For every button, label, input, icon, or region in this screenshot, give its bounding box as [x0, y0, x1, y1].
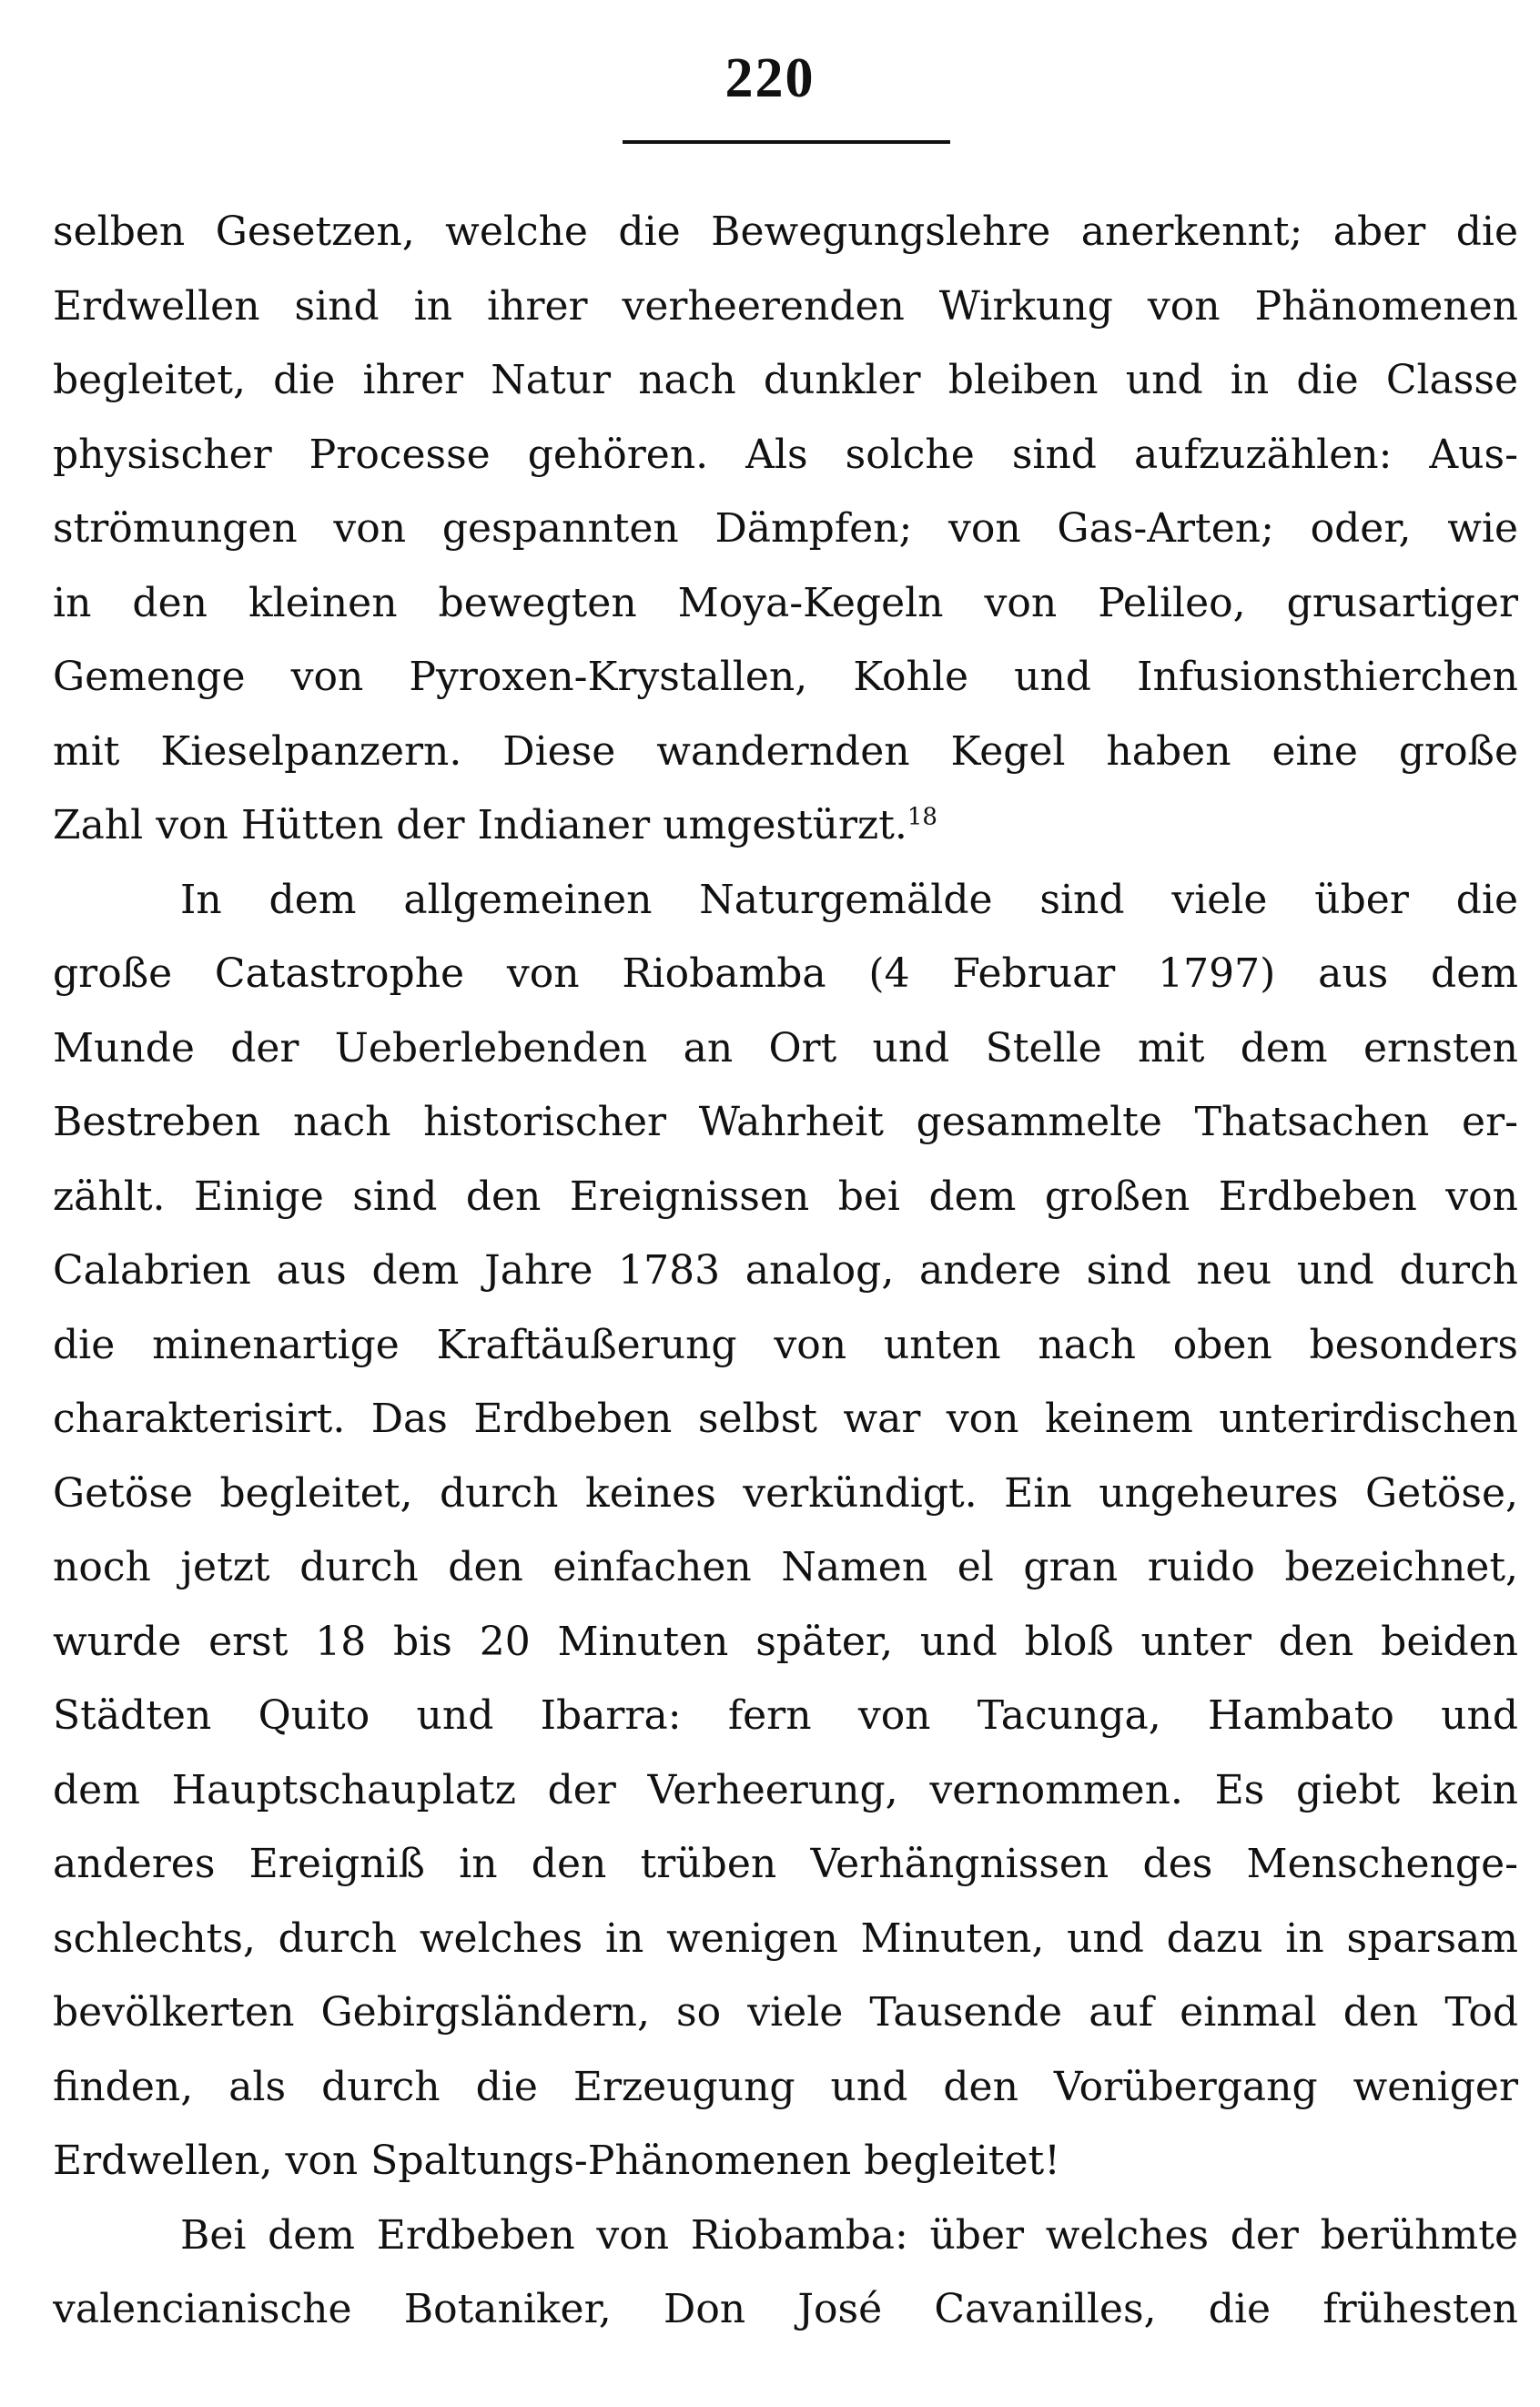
text-line: Gemenge von Pyroxen-Krystallen, Kohle und Infusionsthierchen — [53, 654, 1518, 700]
text-line: valencianische Botaniker, Don José Cavanilles, die frühesten — [53, 2286, 1518, 2332]
text-line: dem Hauptschauplatz der Verheerung, vernommen. Es giebt kein — [53, 1766, 1518, 1813]
text-line: begleitet, die ihrer Natur nach dunkler bleiben und in die Classe — [53, 357, 1518, 403]
text-line: wurde erst 18 bis 20 Minuten später, und bloß unter den beiden — [53, 1618, 1518, 1665]
text-line: physischer Processe gehören. Als solche sind aufzuzählen: Aus- — [53, 431, 1518, 478]
text-line: strömungen von gespannten Dämpfen; von Gas-Arten; oder, wie — [53, 505, 1518, 552]
text-line-with-footnote — [53, 788, 1518, 863]
text-line: Erdwellen sind in ihrer verheerenden Wirkung von Phänomenen — [53, 282, 1518, 330]
text-line: selben Gesetzen, welche die Bewegungslehre anerkennt; aber die — [53, 208, 1518, 255]
text-line: schlechts, durch welches in wenigen Minuten, und dazu in sparsam — [53, 1914, 1518, 1962]
text-line: Zahl von Hütten der Indianer umgestürzt. — [53, 802, 907, 848]
body-text — [53, 195, 1518, 2347]
text-line: anderes Ereigniß in den trüben Verhängnissen des Menschenge- — [53, 1841, 1518, 1887]
text-line: Getöse begleitet, durch keines verkündigt. Ein ungeheures Getöse, — [53, 1469, 1518, 1517]
text-line: In dem allgemeinen Naturgemälde sind viele über die — [180, 876, 1518, 923]
text-line: die minenartige Kraftäußerung von unten nach oben besonders — [53, 1321, 1518, 1368]
text-line: Erdwellen, von Spaltungs-Phänomenen begleitet! — [53, 2138, 1060, 2184]
text-line: in den kleinen bewegten Moya-Kegeln von Pelileo, grusartiger — [53, 579, 1518, 626]
text-line: Städten Quito und Ibarra: fern von Tacunga, Hambato und — [53, 1692, 1518, 1739]
text-line: mit Kieselpanzern. Diese wandernden Kegel haben eine große — [53, 727, 1518, 775]
text-line: Bestreben nach historischer Wahrheit gesammelte Thatsachen er- — [53, 1099, 1518, 1145]
header-rule — [623, 140, 950, 144]
text-line: Munde der Ueberlebenden an Ort und Stelle mit dem ernsten — [53, 1024, 1518, 1071]
text-line: Calabrien aus dem Jahre 1783 analog, andere sind neu und durch — [53, 1247, 1518, 1294]
text-line: noch jetzt durch den einfachen Namen el gran ruido bezeichnet, — [53, 1544, 1518, 1590]
footnote-reference[interactable]: 18 — [907, 803, 937, 831]
text-line: bevölkerten Gebirgsländern, so viele Tausende auf einmal den Tod — [53, 1989, 1518, 2036]
text-line: zählt. Einige sind den Ereignissen bei dem großen Erdbeben von — [53, 1173, 1518, 1220]
page-number: 220 — [724, 47, 816, 109]
text-line: finden, als durch die Erzeugung und den Vorübergang weniger — [53, 2063, 1518, 2110]
text-line: große Catastrophe von Riobamba (4 Februar 1797) aus dem — [53, 950, 1518, 997]
text-line: Bei dem Erdbeben von Riobamba: über welches der berühmte — [180, 2211, 1518, 2259]
text-line: charakterisirt. Das Erdbeben selbst war von keinem unterirdischen — [53, 1396, 1518, 1442]
